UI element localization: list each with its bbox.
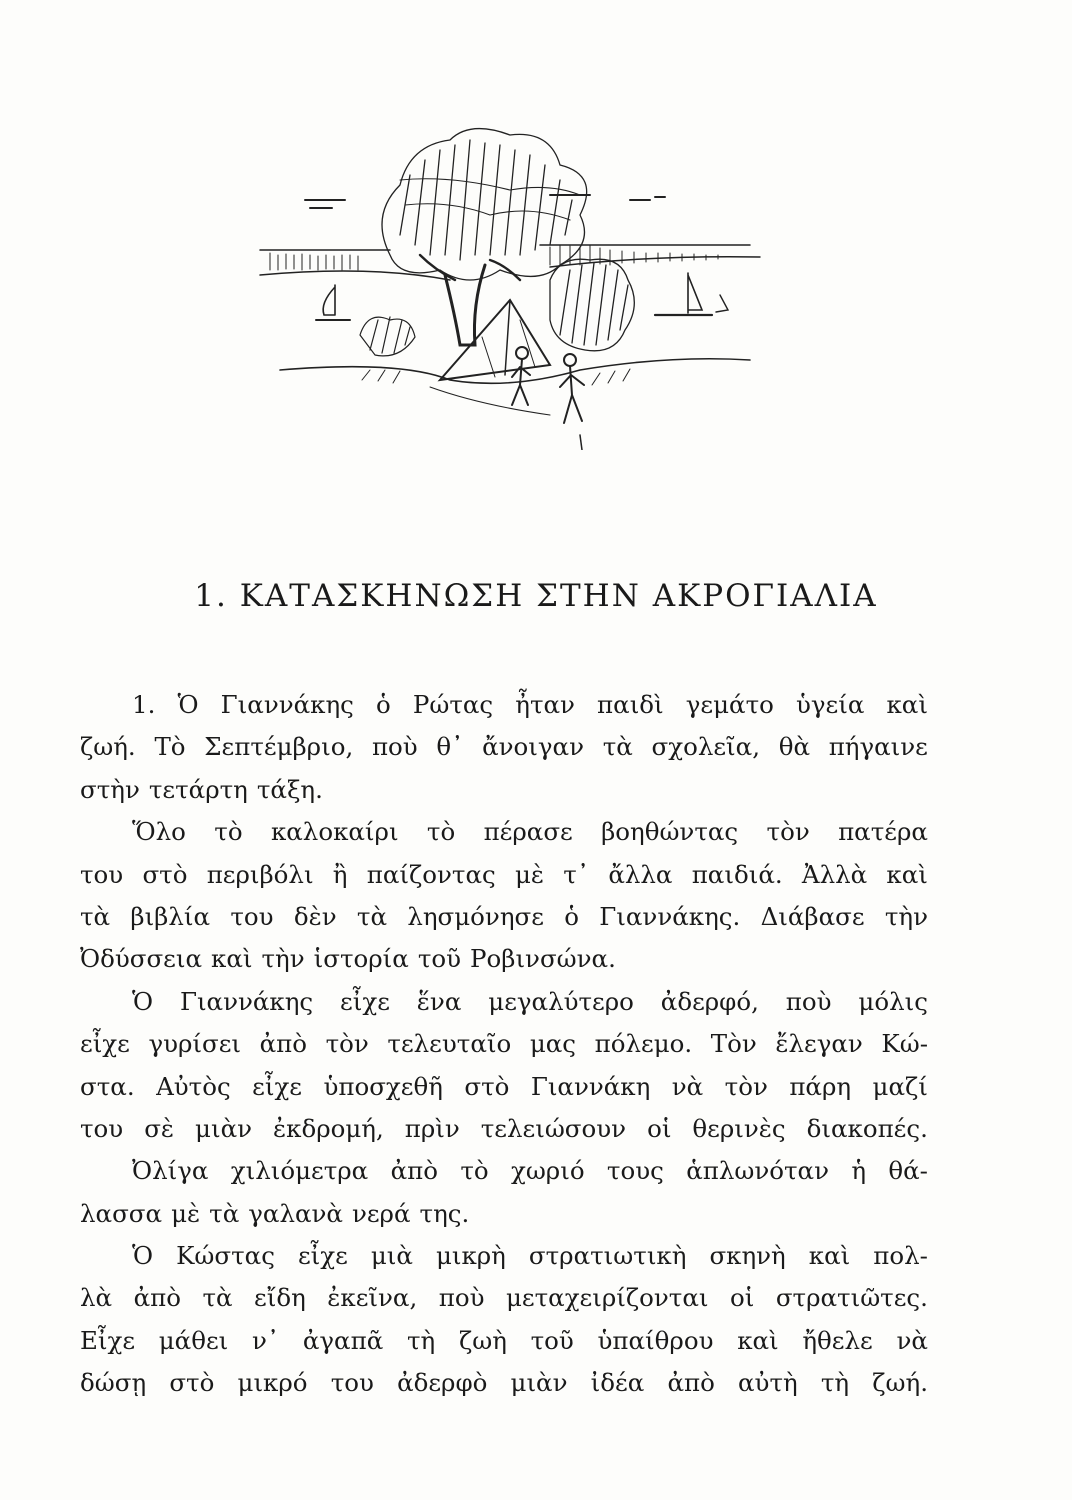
word: του bbox=[230, 901, 274, 931]
word: ἱστορία bbox=[313, 944, 409, 974]
word: ἡ bbox=[851, 1156, 867, 1186]
word: μάθει bbox=[158, 1325, 229, 1355]
word: τὰ bbox=[356, 901, 388, 931]
text-line bbox=[80, 981, 928, 1023]
word: στρατιῶτες. bbox=[775, 1283, 928, 1313]
word: δὲν bbox=[293, 901, 337, 931]
word: Γιαννάκης. bbox=[599, 901, 741, 931]
text-line bbox=[80, 684, 928, 726]
word: στρατιωτικὴ bbox=[528, 1241, 687, 1271]
word: οἱ bbox=[729, 1283, 755, 1313]
word: Γιαννάκη bbox=[530, 1071, 651, 1101]
word: χωριό bbox=[510, 1156, 585, 1186]
word: πάρη bbox=[789, 1071, 852, 1101]
word: εἴδη bbox=[254, 1283, 306, 1313]
word: ἰδέα bbox=[590, 1368, 645, 1398]
word: ὑπαίθρου bbox=[597, 1325, 714, 1355]
word: Γιαννάκης bbox=[179, 986, 314, 1016]
word: στὸ bbox=[142, 859, 188, 889]
word: ποὺ bbox=[785, 986, 832, 1016]
word: τὰ bbox=[209, 1198, 240, 1228]
word: μιὰ bbox=[370, 1241, 413, 1271]
word: τους bbox=[606, 1156, 664, 1186]
word: οἱ bbox=[647, 1113, 672, 1143]
word: χιλιόμετρα bbox=[230, 1156, 369, 1186]
word: Τὸν bbox=[710, 1029, 757, 1059]
word: ἔλεγαν bbox=[775, 1029, 863, 1059]
word: ἦταν bbox=[515, 690, 575, 719]
word: βοηθώντας bbox=[601, 817, 739, 847]
text-line bbox=[80, 896, 928, 938]
word: Κώστας bbox=[176, 1241, 275, 1271]
text-line bbox=[80, 1023, 928, 1065]
word: ὑγεία bbox=[795, 690, 865, 719]
word: μὲ bbox=[514, 859, 545, 889]
word: καὶ bbox=[808, 1241, 851, 1271]
word: τοῦ bbox=[530, 1325, 574, 1355]
word: τὸ bbox=[214, 817, 243, 847]
word: ποὺ bbox=[438, 1283, 485, 1313]
word: πόλεμο. bbox=[594, 1029, 693, 1059]
word: Αὐτὸς bbox=[156, 1071, 231, 1101]
word: παιδὶ bbox=[597, 690, 664, 719]
word: γεμάτο bbox=[685, 690, 774, 719]
camp-illustration bbox=[250, 105, 770, 450]
word: δώσῃ bbox=[80, 1368, 147, 1398]
word: Ὁ bbox=[132, 986, 154, 1016]
word: ζωή. bbox=[80, 732, 136, 762]
text-line bbox=[80, 1193, 928, 1235]
word: ὁ bbox=[564, 901, 579, 931]
word: Ἀλλὰ bbox=[801, 859, 868, 889]
word: ἀδερφό, bbox=[660, 986, 759, 1016]
word: στὸ bbox=[464, 1071, 510, 1101]
word: ἀδερφὸ bbox=[397, 1368, 488, 1398]
word: τὰ bbox=[80, 901, 111, 931]
word: Τὸ bbox=[154, 732, 186, 762]
word: Γιαννάκης bbox=[220, 690, 354, 719]
word: μικρό bbox=[237, 1368, 308, 1398]
word: θὰ bbox=[778, 732, 810, 762]
word: θά- bbox=[888, 1156, 928, 1186]
word: της. bbox=[419, 1198, 470, 1228]
text-line bbox=[80, 1320, 928, 1362]
word: τὰ bbox=[202, 1283, 233, 1313]
word: τὴν bbox=[884, 901, 928, 931]
word: αὐτὴ bbox=[738, 1368, 798, 1398]
word: βιβλία bbox=[130, 901, 211, 931]
word: τάξη. bbox=[256, 774, 323, 804]
word: Διάβασε bbox=[760, 901, 865, 931]
word: ν᾿ bbox=[252, 1325, 280, 1355]
word: πρὶν bbox=[404, 1113, 460, 1143]
text-line bbox=[80, 1108, 928, 1150]
word: διακοπές. bbox=[806, 1113, 928, 1143]
text-line bbox=[80, 1362, 928, 1404]
word: πήγαινε bbox=[828, 732, 928, 762]
text-line bbox=[80, 1066, 928, 1108]
word: γαλανὰ bbox=[248, 1198, 343, 1228]
text-line bbox=[80, 1277, 928, 1319]
word: παιδιά. bbox=[691, 859, 783, 889]
word: μὲ bbox=[171, 1198, 201, 1228]
word: νὰ bbox=[896, 1325, 928, 1355]
word: ἀπὸ bbox=[390, 1156, 438, 1186]
word: μιὰν bbox=[195, 1113, 253, 1143]
word: ὑποσχεθῆ bbox=[323, 1071, 443, 1101]
word: ἀπὸ bbox=[133, 1283, 181, 1313]
word: τὸν bbox=[325, 1029, 369, 1059]
word: του bbox=[80, 1113, 124, 1143]
word: τὸν bbox=[724, 1071, 768, 1101]
word: μεγαλύτερο bbox=[488, 986, 634, 1016]
word: τ᾿ bbox=[563, 859, 590, 889]
word: ὁ bbox=[375, 690, 391, 719]
word: του bbox=[330, 1368, 374, 1398]
word: λησμόνησε bbox=[407, 901, 544, 931]
word: Ὀλίγα bbox=[132, 1156, 209, 1186]
word: σκηνὴ bbox=[709, 1241, 786, 1271]
word: τοῦ bbox=[417, 944, 462, 974]
word: Ὁ bbox=[177, 690, 199, 719]
text-line bbox=[80, 1150, 928, 1192]
word: μαζί bbox=[872, 1071, 928, 1101]
word: πολ- bbox=[873, 1241, 928, 1271]
word: ἄνοιγαν bbox=[482, 732, 584, 762]
word: ἀπὸ bbox=[667, 1368, 715, 1398]
word: καὶ bbox=[886, 690, 928, 719]
word: καὶ bbox=[886, 859, 928, 889]
word: στα. bbox=[80, 1071, 135, 1101]
word: ἐκδρομή, bbox=[273, 1113, 384, 1143]
word: μόλις bbox=[858, 986, 928, 1016]
word: 1. bbox=[132, 690, 156, 719]
word: του bbox=[80, 859, 124, 889]
word: μικρὴ bbox=[435, 1241, 506, 1271]
word: εἶχε bbox=[297, 1241, 348, 1271]
word: παίζοντας bbox=[366, 859, 496, 889]
word: ἁπλωνόταν bbox=[686, 1156, 829, 1186]
word: Εἶχε bbox=[80, 1325, 136, 1355]
word: σχολεῖα, bbox=[651, 732, 760, 762]
word: σὲ bbox=[144, 1113, 175, 1143]
word: γυρίσει bbox=[148, 1029, 242, 1059]
word: θ᾿ bbox=[436, 732, 464, 762]
word: λασσα bbox=[80, 1198, 163, 1228]
text-line bbox=[80, 726, 928, 768]
word: ζωὴ bbox=[458, 1325, 507, 1355]
word: μιὰν bbox=[510, 1368, 568, 1398]
text-line bbox=[80, 1235, 928, 1277]
word: Σεπτέμβριο, bbox=[204, 732, 354, 762]
word: ἕνα bbox=[416, 986, 462, 1016]
word: λὰ bbox=[80, 1283, 113, 1313]
word: εἶχε bbox=[340, 986, 390, 1016]
word: ποὺ bbox=[371, 732, 418, 762]
word: τὸν bbox=[766, 817, 810, 847]
word: Ὁ bbox=[132, 1241, 154, 1271]
word: τετάρτη bbox=[148, 774, 248, 804]
word: Ροβινσώνα. bbox=[470, 944, 616, 974]
word: τὰ bbox=[602, 732, 633, 762]
word: νὰ bbox=[671, 1071, 704, 1101]
word: στὴν bbox=[80, 774, 140, 804]
word: ἢ bbox=[332, 859, 348, 889]
word: μεταχειρίζονται bbox=[505, 1283, 709, 1313]
word: νερά bbox=[351, 1198, 411, 1228]
word: τελευταῖο bbox=[387, 1029, 512, 1059]
word: Ὅλο bbox=[132, 817, 186, 847]
word: Ὀδύσσεια bbox=[80, 944, 203, 974]
text-line bbox=[80, 811, 928, 853]
word: πέρασε bbox=[483, 817, 573, 847]
word: μας bbox=[529, 1029, 577, 1059]
word: τὴ bbox=[820, 1368, 850, 1398]
word: τὴν bbox=[261, 944, 305, 974]
text-line bbox=[80, 854, 928, 896]
text-line bbox=[80, 769, 928, 811]
word: καὶ bbox=[211, 944, 253, 974]
chapter-title: 1. ΚΑΤΑΣΚΗΝΩΣΗ ΣΤΗΝ ΑΚΡΟΓΙΑΛΙΑ bbox=[194, 578, 878, 614]
word: εἶχε bbox=[80, 1029, 130, 1059]
word: Κώ- bbox=[881, 1029, 928, 1059]
word: Ρώτας bbox=[412, 690, 494, 719]
word: τελειώσουν bbox=[480, 1113, 627, 1143]
word: καὶ bbox=[737, 1325, 779, 1355]
word: τὸ bbox=[426, 817, 456, 847]
body-text bbox=[80, 684, 928, 1405]
word: ἀπὸ bbox=[259, 1029, 308, 1059]
word: εἶχε bbox=[252, 1071, 302, 1101]
text-line bbox=[80, 938, 928, 980]
word: τὸ bbox=[460, 1156, 489, 1186]
word: περιβόλι bbox=[206, 859, 314, 889]
word: ἀγαπᾶ bbox=[302, 1325, 384, 1355]
word: καλοκαίρι bbox=[270, 817, 399, 847]
word: στὸ bbox=[169, 1368, 215, 1398]
word: ἐκεῖνα, bbox=[327, 1283, 418, 1313]
word: ἄλλα bbox=[608, 859, 673, 889]
word: θερινὲς bbox=[692, 1113, 786, 1143]
word: ἤθελε bbox=[802, 1325, 873, 1355]
word: τὴ bbox=[406, 1325, 436, 1355]
word: πατέρα bbox=[838, 817, 928, 847]
word: ζωή. bbox=[872, 1368, 928, 1398]
